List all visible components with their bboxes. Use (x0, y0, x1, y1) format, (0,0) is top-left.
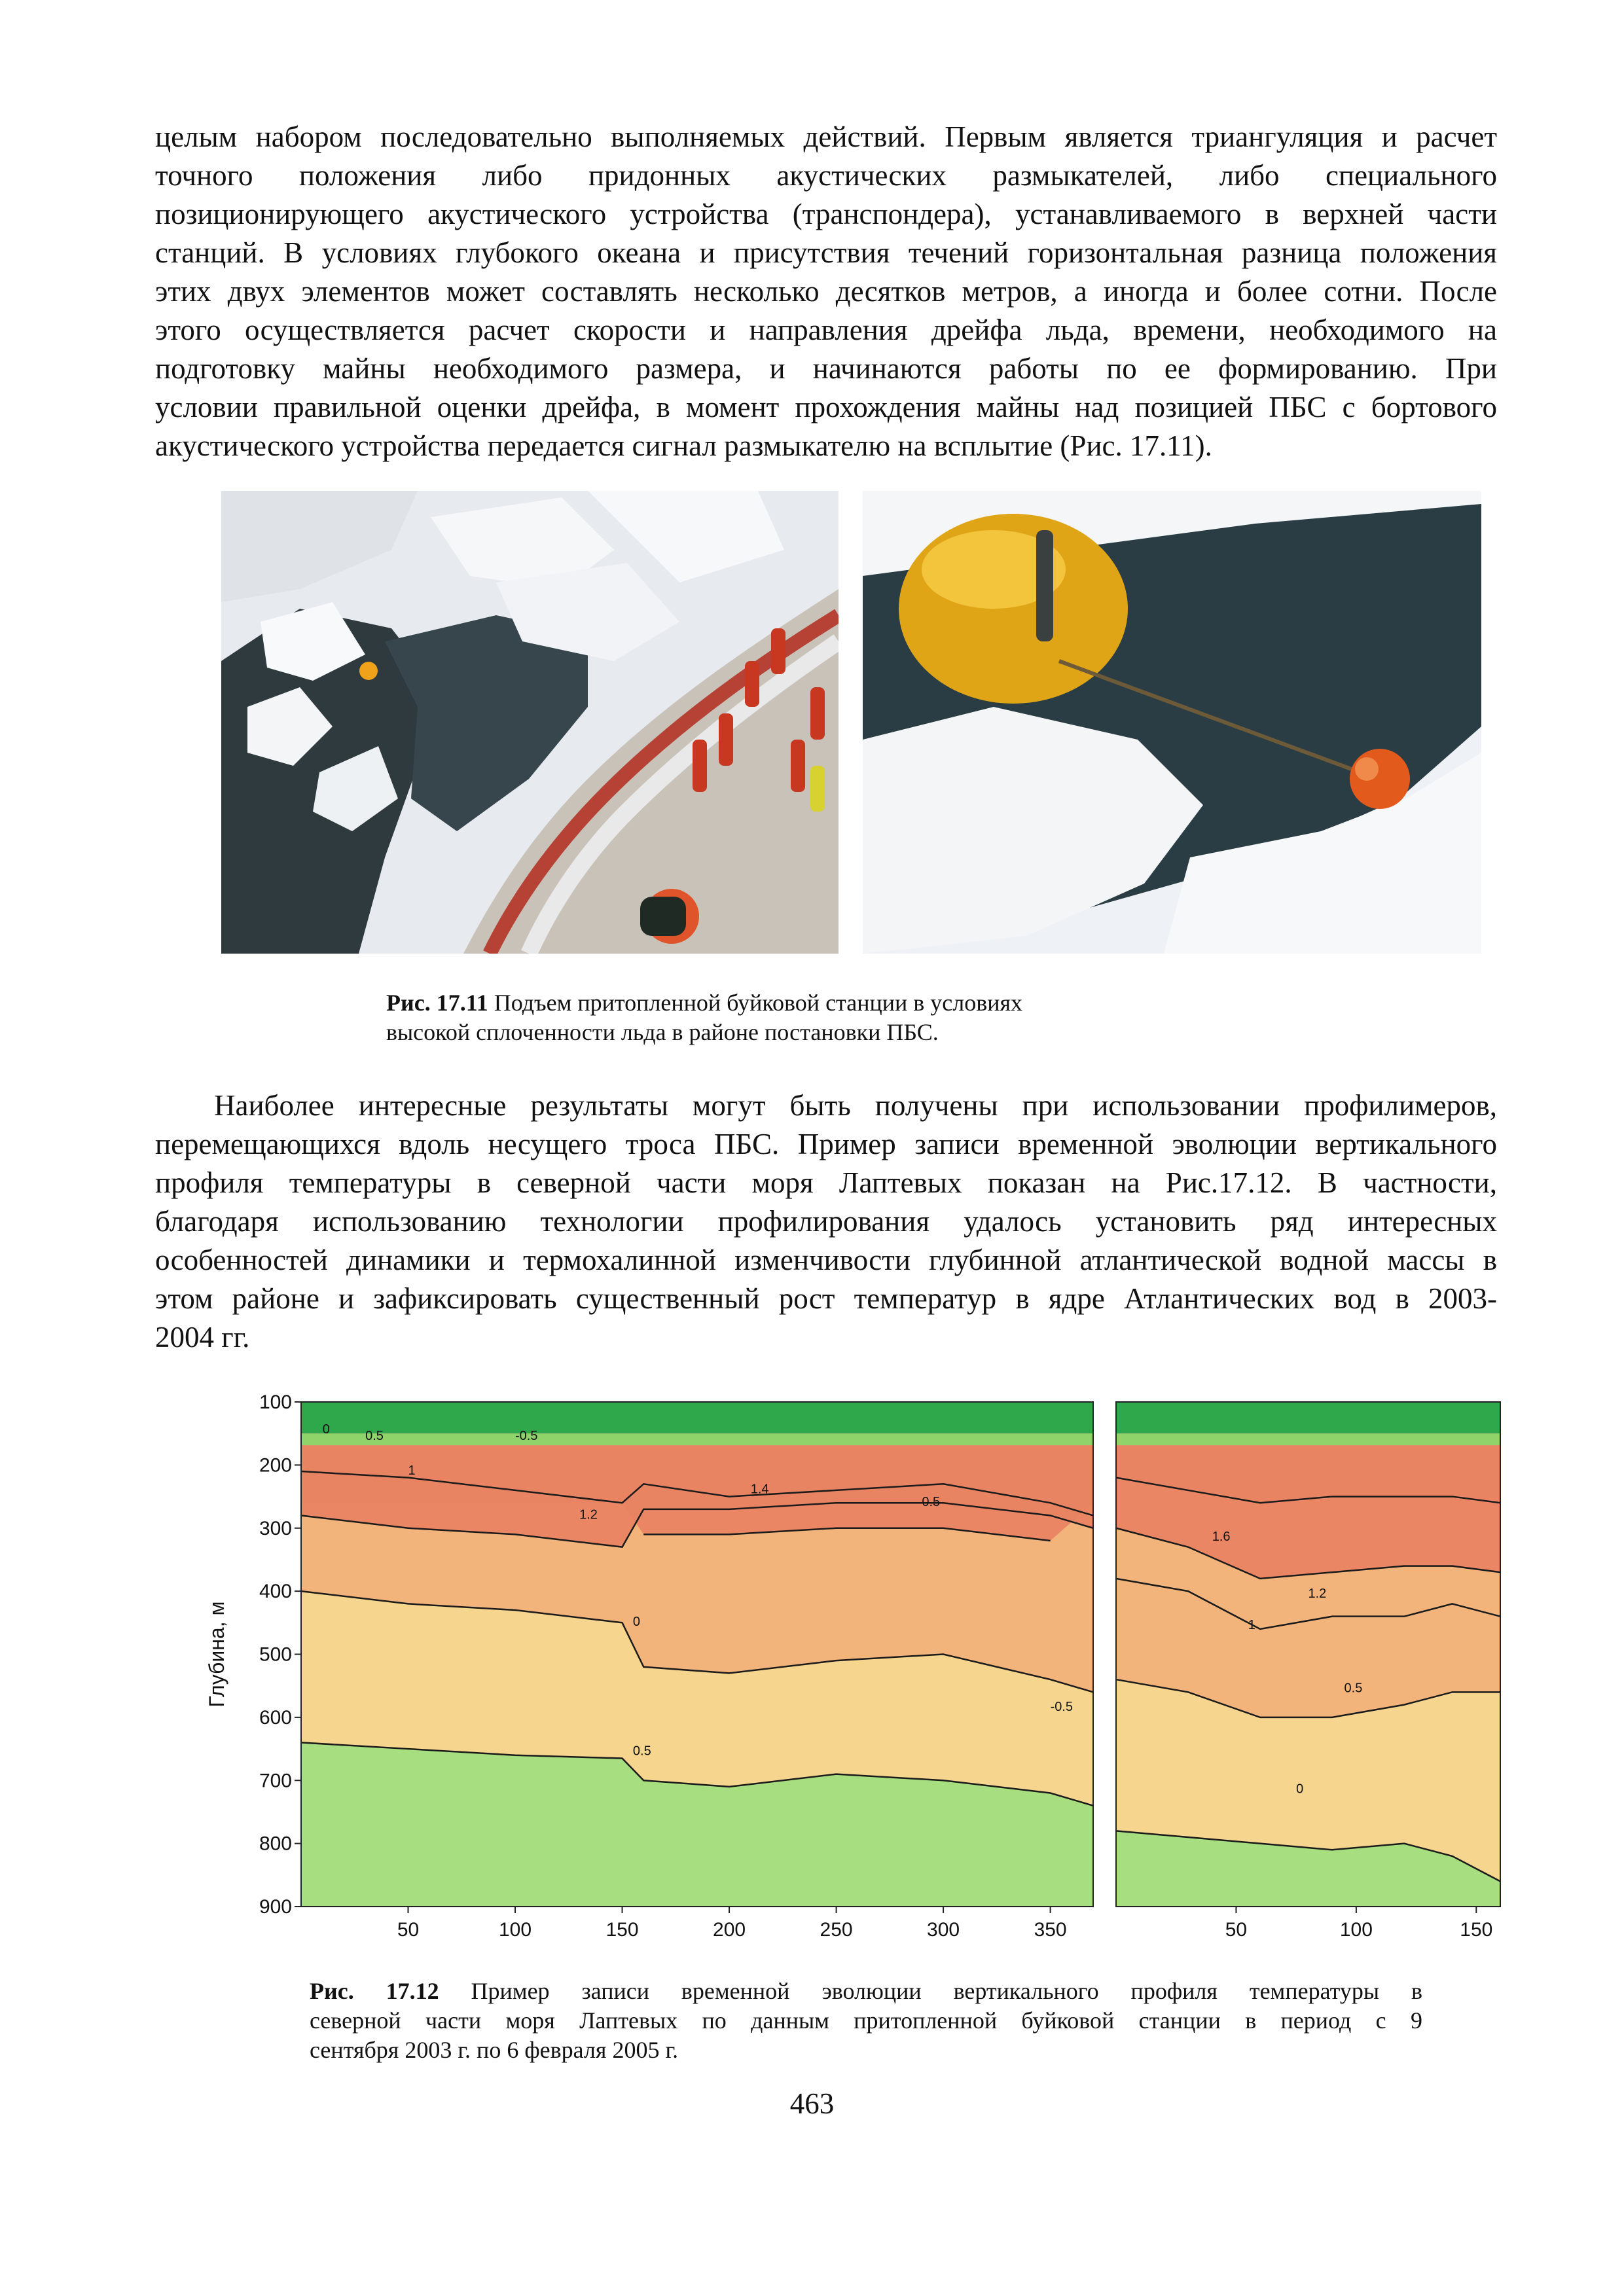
caption-text: Пример записи временной эволюции вертикального профиля температуры в (439, 1978, 1422, 2004)
text-line: станций. В условиях глубокого океана и присутствия течений горизонтальная разница положения (155, 236, 1497, 269)
photo-ship-bow-in-ice (221, 491, 839, 954)
y-tick-label: 200 (259, 1454, 292, 1477)
contour-label: 1.2 (579, 1507, 598, 1522)
text-line: благодаря использованию технологии профилирования удалось установить ряд интересных (155, 1205, 1497, 1238)
x-tick-label: 200 (713, 1919, 746, 1941)
contour-label: 0.5 (365, 1428, 384, 1443)
surface-transition-layer (301, 1433, 1093, 1445)
page-number: 463 (789, 2087, 835, 2120)
surface-cold-layer (1116, 1402, 1500, 1433)
surface-cold-layer (301, 1402, 1093, 1433)
temperature-section-figure (196, 1361, 1506, 1950)
figure-caption-17-11 (386, 988, 1237, 1047)
contour-label: 0 (1296, 1782, 1304, 1797)
contour-label: 1.4 (750, 1482, 769, 1497)
y-tick-label: 500 (259, 1643, 292, 1666)
caption-text: Подъем притопленной буйковой станции в условиях (488, 990, 1023, 1016)
contour-label: 0.5 (632, 1744, 651, 1759)
x-tick-label: 300 (927, 1919, 960, 1941)
figure-label: Рис. 17.11 (386, 990, 488, 1016)
text-line: точного положения либо придонных акустических размыкателей, либо специального (155, 159, 1497, 192)
contour-label: 1.6 (1212, 1530, 1231, 1545)
contour-label: 1.2 (1308, 1586, 1327, 1601)
contour-label: 0.5 (1344, 1681, 1363, 1696)
text-line: подготовку майны необходимого размера, и начинаются работы по ее формированию. При (155, 352, 1497, 385)
y-tick-label: 900 (259, 1896, 292, 1918)
caption-text: сентября 2003 г. по 6 февраля 2005 г. (310, 2037, 679, 2063)
contour-label: 0 (632, 1615, 641, 1630)
y-tick-label: 800 (259, 1833, 292, 1855)
text-line: этих двух элементов может составлять несколько десятков метров, а иногда и более сотни. После (155, 275, 1497, 308)
contour-label: -0.5 (515, 1428, 538, 1443)
contour-label: -0.5 (1050, 1700, 1074, 1715)
text-line: акустического устройства передается сигнал размыкателю на всплытие (Рис. 17.11). (155, 429, 1212, 462)
y-tick-label: 400 (259, 1581, 292, 1603)
surface-transition-layer (1116, 1433, 1500, 1445)
text-line: профиля температуры в северной части моря Лаптевых показан на Рис.17.12. В частности, (155, 1166, 1497, 1199)
text-line: этом районе и зафиксировать существенный рост температур в ядре Атлантических вод в 2003- (155, 1282, 1497, 1315)
x-tick-label: 150 (1460, 1919, 1493, 1941)
text-line: целым набором последовательно выполняемых действий. Первым является триангуляция и расчет (155, 120, 1497, 153)
contour-label: 1 (408, 1463, 416, 1478)
y-axis-label: Глубина, м (205, 1601, 228, 1708)
x-tick-label: 50 (1225, 1919, 1248, 1941)
contour-label: 0.5 (922, 1495, 941, 1510)
text-line: Наиболее интересные результаты могут быть получены при использовании профилимеров, (214, 1089, 1497, 1122)
text-line: перемещающихся вдоль несущего троса ПБС. Пример записи временной эволюции вертикального (155, 1128, 1497, 1160)
figure-label: Рис. 17.12 (310, 1978, 439, 2004)
contour-label: 1 (1248, 1617, 1255, 1632)
x-tick-label: 250 (820, 1919, 853, 1941)
y-tick-label: 300 (259, 1517, 292, 1539)
x-tick-label: 50 (397, 1919, 420, 1941)
x-tick-label: 100 (1339, 1919, 1373, 1941)
y-tick-label: 600 (259, 1706, 292, 1729)
text-line: условии правильной оценки дрейфа, в момент прохождения майны над позицией ПБС с бортового (155, 391, 1497, 423)
text-line: 2004 гг. (155, 1321, 250, 1354)
x-tick-label: 350 (1034, 1919, 1067, 1941)
x-tick-label: 150 (605, 1919, 639, 1941)
x-tick-label: 100 (498, 1919, 532, 1941)
caption-text: северной части моря Лаптевых по данным притопленной буйковой станции в период с 9 (310, 2007, 1422, 2034)
temperature-chart (196, 1361, 1506, 1950)
caption-text: высокой сплоченности льда в районе постановки ПБС. (386, 1019, 939, 1045)
photo-buoy-in-ice (863, 491, 1481, 954)
y-tick-label: 100 (259, 1391, 292, 1413)
text-line: этого осуществляется расчет скорости и направления дрейфа льда, времени, необходимого на (155, 314, 1497, 346)
y-tick-label: 700 (259, 1770, 292, 1792)
text-line: особенностей динамики и термохалинной изменчивости глубинной атлантической водной массы в (155, 1244, 1497, 1276)
text-line: позиционирующего акустического устройства (транспондера), устанавливаемого в верхней части (155, 198, 1497, 230)
body-paragraph-2 (155, 1086, 1497, 1357)
figure-caption-17-12 (310, 1977, 1422, 2065)
body-paragraph-1 (155, 118, 1497, 465)
contour-label: 0 (322, 1422, 330, 1437)
